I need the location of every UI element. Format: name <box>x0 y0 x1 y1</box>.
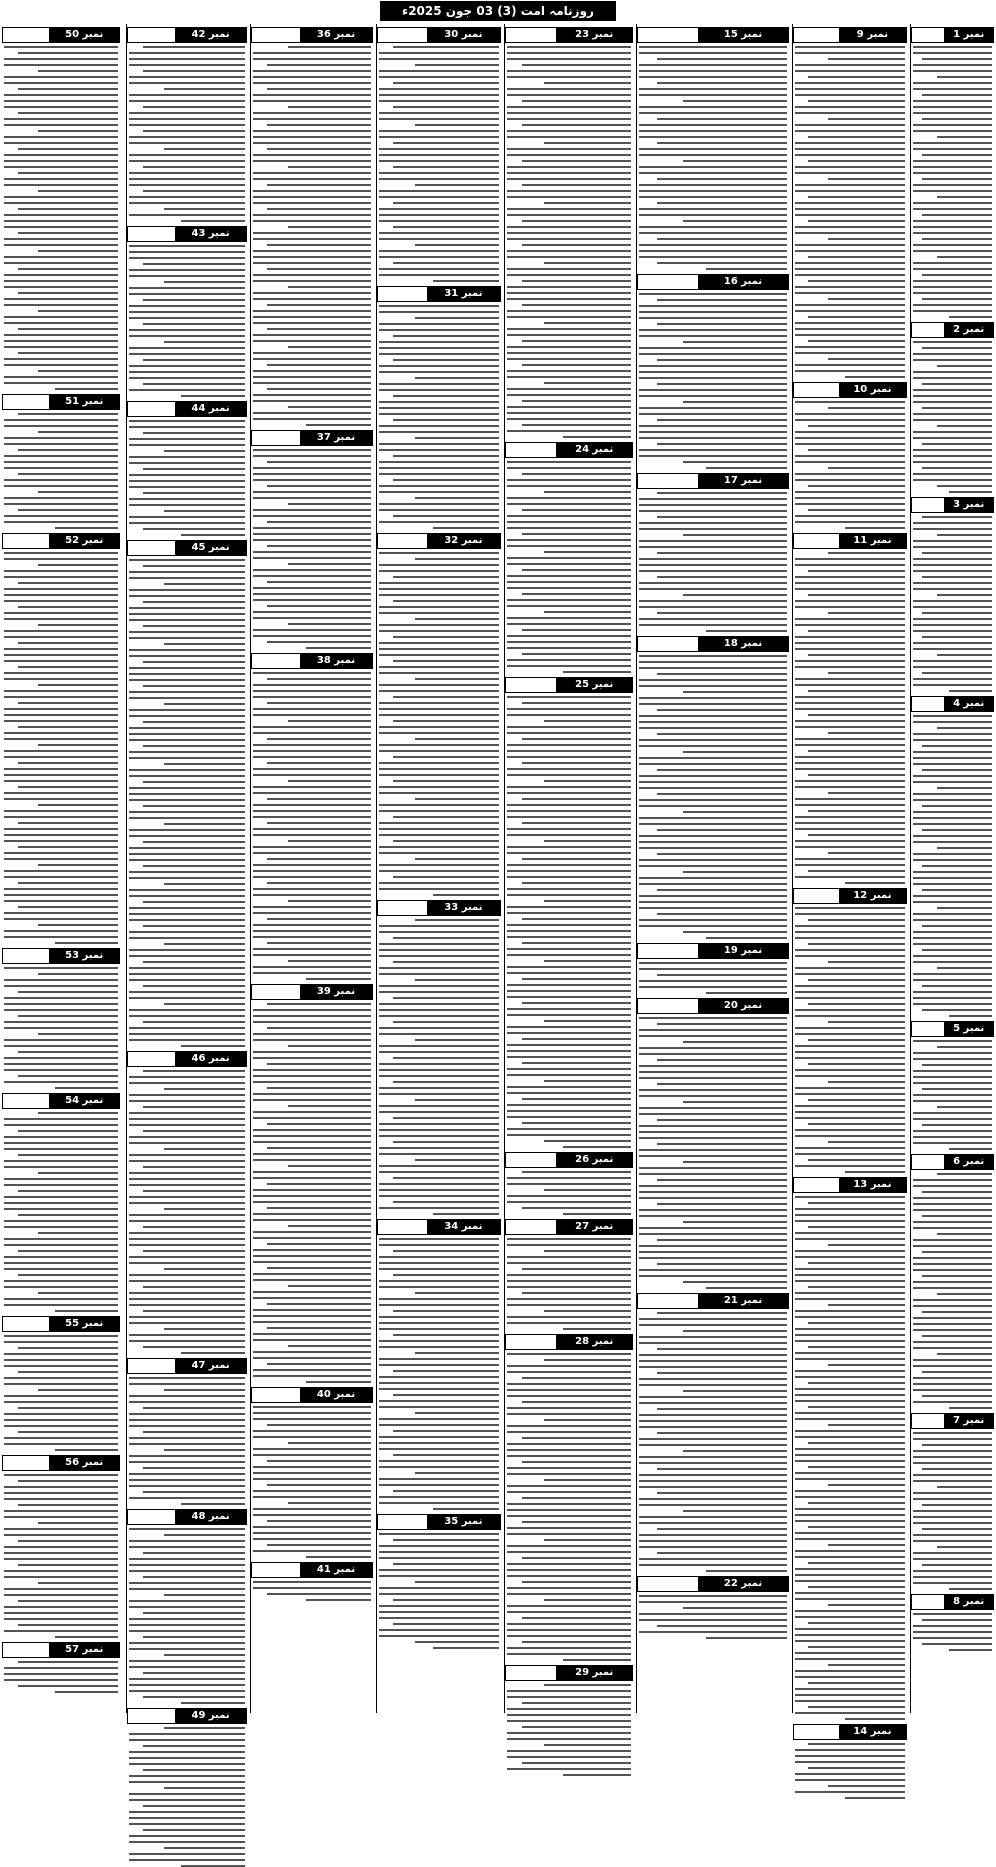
article-text-block <box>637 1595 789 1639</box>
item-number-label: نمبر 12 <box>839 889 906 903</box>
item-number-label: نمبر 37 <box>300 431 372 445</box>
item-number-label: نمبر 2 <box>944 323 993 337</box>
column-c3 <box>637 24 789 1713</box>
article-text-block <box>2 46 120 390</box>
article-text-block <box>2 1661 120 1693</box>
article-text-block <box>127 1377 247 1505</box>
item-heading <box>2 1093 120 1109</box>
article-text-block <box>911 1613 994 1651</box>
item-heading <box>127 1358 247 1374</box>
column-c2 <box>793 24 907 1737</box>
item-number-label: نمبر 50 <box>49 28 119 42</box>
item-number-label: نمبر 42 <box>175 28 246 42</box>
item-heading <box>377 286 501 302</box>
item-number-label: نمبر 7 <box>944 1414 993 1428</box>
item-number-label: نمبر 10 <box>839 383 906 397</box>
item-heading <box>911 322 994 338</box>
article-text-block <box>793 552 907 884</box>
item-number-label: نمبر 29 <box>556 1666 632 1680</box>
item-number-label: نمبر 26 <box>556 1153 632 1167</box>
item-number-label: نمبر 39 <box>300 985 372 999</box>
item-heading <box>377 1219 501 1235</box>
column-c5 <box>377 24 501 1713</box>
column-c4 <box>505 24 633 1713</box>
item-heading <box>793 533 907 549</box>
article-text-block <box>793 46 907 378</box>
item-number-label: نمبر 1 <box>944 28 993 42</box>
item-number-label: نمبر 53 <box>49 949 119 963</box>
article-text-block <box>251 672 373 980</box>
article-text-block <box>2 1335 120 1451</box>
article-text-block <box>793 907 907 1173</box>
item-number-label: نمبر 32 <box>427 534 500 548</box>
article-text-block <box>251 1003 373 1383</box>
article-text-block <box>911 1040 994 1150</box>
item-heading <box>2 1642 120 1658</box>
article-text-block <box>505 461 633 673</box>
item-number-label: نمبر 8 <box>944 1595 993 1609</box>
item-heading <box>127 540 247 556</box>
item-number-label: نمبر 23 <box>556 28 632 42</box>
item-heading <box>2 1455 120 1471</box>
masthead <box>0 0 996 22</box>
item-heading <box>127 1051 247 1067</box>
article-text-block <box>377 919 501 1215</box>
item-number-label: نمبر 57 <box>49 1643 119 1657</box>
item-number-label: نمبر 15 <box>698 28 788 42</box>
item-number-label: نمبر 47 <box>175 1359 246 1373</box>
column-rule <box>636 24 637 1713</box>
article-text-block <box>2 1474 120 1638</box>
column-c6 <box>251 24 373 1713</box>
column-c1 <box>911 24 994 1713</box>
item-number-label: نمبر 17 <box>698 474 788 488</box>
item-heading <box>251 1387 373 1403</box>
article-text-block <box>505 1238 633 1330</box>
item-heading <box>637 636 789 652</box>
item-heading <box>793 888 907 904</box>
article-text-block <box>911 46 994 318</box>
article-text-block <box>911 1173 994 1409</box>
item-heading <box>377 1514 501 1530</box>
item-number-label: نمبر 13 <box>839 1178 906 1192</box>
item-heading <box>911 27 994 43</box>
item-heading <box>505 1219 633 1235</box>
item-heading <box>505 1152 633 1168</box>
article-text-block <box>911 715 994 1017</box>
item-number-label: نمبر 40 <box>300 1388 372 1402</box>
item-heading <box>637 943 789 959</box>
item-heading <box>793 1177 907 1193</box>
item-number-label: نمبر 14 <box>839 1725 906 1739</box>
item-heading <box>911 1154 994 1170</box>
item-number-label: نمبر 49 <box>175 1709 246 1723</box>
item-heading <box>127 1509 247 1525</box>
item-number-label: نمبر 35 <box>427 1515 500 1529</box>
item-heading <box>377 27 501 43</box>
item-heading <box>793 382 907 398</box>
article-text-block <box>911 516 994 692</box>
item-number-label: نمبر 27 <box>556 1220 632 1234</box>
item-heading <box>637 1576 789 1592</box>
article-text-block <box>505 1171 633 1215</box>
article-text-block <box>505 696 633 1148</box>
item-number-label: نمبر 33 <box>427 901 500 915</box>
article-text-block <box>637 655 789 939</box>
item-number-label: نمبر 3 <box>944 498 993 512</box>
item-heading <box>251 1562 373 1578</box>
article-text-block <box>251 46 373 426</box>
item-number-label: نمبر 6 <box>944 1155 993 1169</box>
masthead-title: روزنامہ امت (3) 03 جون 2025ء <box>380 1 616 21</box>
item-number-label: نمبر 55 <box>49 1317 119 1331</box>
article-text-block <box>377 1238 501 1510</box>
item-number-label: نمبر 11 <box>839 534 906 548</box>
item-heading <box>2 1316 120 1332</box>
item-number-label: نمبر 45 <box>175 541 246 555</box>
item-number-label: نمبر 4 <box>944 697 993 711</box>
article-text-block <box>505 1684 633 1776</box>
item-heading <box>505 1665 633 1681</box>
item-heading <box>505 442 633 458</box>
item-number-label: نمبر 41 <box>300 1563 372 1577</box>
article-text-block <box>911 1432 994 1590</box>
article-text-block <box>127 1528 247 1704</box>
item-number-label: نمبر 25 <box>556 678 632 692</box>
item-number-label: نمبر 38 <box>300 654 372 668</box>
column-rule <box>376 24 377 1713</box>
article-text-block <box>251 1581 373 1601</box>
article-text-block <box>2 967 120 1089</box>
item-heading <box>911 696 994 712</box>
item-number-label: نمبر 19 <box>698 944 788 958</box>
article-text-block <box>251 1406 373 1558</box>
item-heading <box>127 27 247 43</box>
item-heading <box>2 27 120 43</box>
article-text-block <box>637 293 789 469</box>
article-text-block <box>377 305 501 529</box>
column-rule <box>126 24 127 1713</box>
article-text-block <box>637 962 789 994</box>
article-text-block <box>127 46 247 222</box>
item-heading <box>127 401 247 417</box>
item-number-label: نمبر 18 <box>698 637 788 651</box>
item-heading <box>637 1293 789 1309</box>
item-number-label: نمبر 16 <box>698 275 788 289</box>
article-text-block <box>251 449 373 649</box>
item-number-label: نمبر 24 <box>556 443 632 457</box>
item-number-label: نمبر 31 <box>427 287 500 301</box>
item-heading <box>251 653 373 669</box>
column-rule <box>792 24 793 1713</box>
article-text-block <box>2 1112 120 1312</box>
item-heading <box>505 677 633 693</box>
article-text-block <box>637 46 789 270</box>
item-heading <box>251 430 373 446</box>
item-number-label: نمبر 48 <box>175 1510 246 1524</box>
item-heading <box>911 1021 994 1037</box>
article-text-block <box>637 1017 789 1289</box>
article-text-block <box>793 1743 907 1799</box>
item-heading <box>793 27 907 43</box>
item-number-label: نمبر 9 <box>839 28 906 42</box>
article-text-block <box>127 245 247 397</box>
article-text-block <box>2 552 120 944</box>
article-text-block <box>127 1727 247 1867</box>
item-heading <box>505 1334 633 1350</box>
column-c8 <box>2 24 120 1713</box>
item-heading <box>505 27 633 43</box>
item-heading <box>637 27 789 43</box>
article-text-block <box>637 1312 789 1572</box>
article-text-block <box>911 341 994 493</box>
item-number-label: نمبر 46 <box>175 1052 246 1066</box>
item-heading <box>637 274 789 290</box>
article-text-block <box>377 1533 501 1649</box>
item-number-label: نمبر 28 <box>556 1335 632 1349</box>
item-number-label: نمبر 34 <box>427 1220 500 1234</box>
item-heading <box>911 497 994 513</box>
item-heading <box>793 1724 907 1740</box>
item-number-label: نمبر 21 <box>698 1294 788 1308</box>
article-text-block <box>793 1196 907 1720</box>
item-heading <box>127 226 247 242</box>
item-heading <box>637 473 789 489</box>
article-text-block <box>377 46 501 282</box>
article-text-block <box>505 1353 633 1661</box>
column-c7 <box>127 24 247 1721</box>
column-rule <box>504 24 505 1713</box>
article-text-block <box>127 559 247 1047</box>
item-heading <box>911 1413 994 1429</box>
item-heading <box>2 948 120 964</box>
item-heading <box>251 27 373 43</box>
article-text-block <box>127 1070 247 1354</box>
column-rule <box>250 24 251 1713</box>
item-number-label: نمبر 54 <box>49 1094 119 1108</box>
item-number-label: نمبر 43 <box>175 227 246 241</box>
column-rule <box>910 24 911 1713</box>
article-text-block <box>505 46 633 438</box>
item-number-label: نمبر 30 <box>427 28 500 42</box>
item-heading <box>637 998 789 1014</box>
item-number-label: نمبر 22 <box>698 1577 788 1591</box>
item-number-label: نمبر 20 <box>698 999 788 1013</box>
item-heading <box>377 533 501 549</box>
article-text-block <box>2 413 120 529</box>
newspaper-columns <box>0 24 996 1737</box>
item-heading <box>377 900 501 916</box>
item-heading <box>2 533 120 549</box>
item-heading <box>127 1708 247 1724</box>
item-heading <box>911 1594 994 1610</box>
item-number-label: نمبر 5 <box>944 1022 993 1036</box>
item-number-label: نمبر 36 <box>300 28 372 42</box>
item-number-label: نمبر 56 <box>49 1456 119 1470</box>
item-number-label: نمبر 44 <box>175 402 246 416</box>
article-text-block <box>377 552 501 896</box>
article-text-block <box>637 492 789 632</box>
item-heading <box>251 984 373 1000</box>
item-heading <box>2 394 120 410</box>
article-text-block <box>127 420 247 536</box>
article-text-block <box>793 401 907 529</box>
item-number-label: نمبر 52 <box>49 534 119 548</box>
item-number-label: نمبر 51 <box>49 395 119 409</box>
